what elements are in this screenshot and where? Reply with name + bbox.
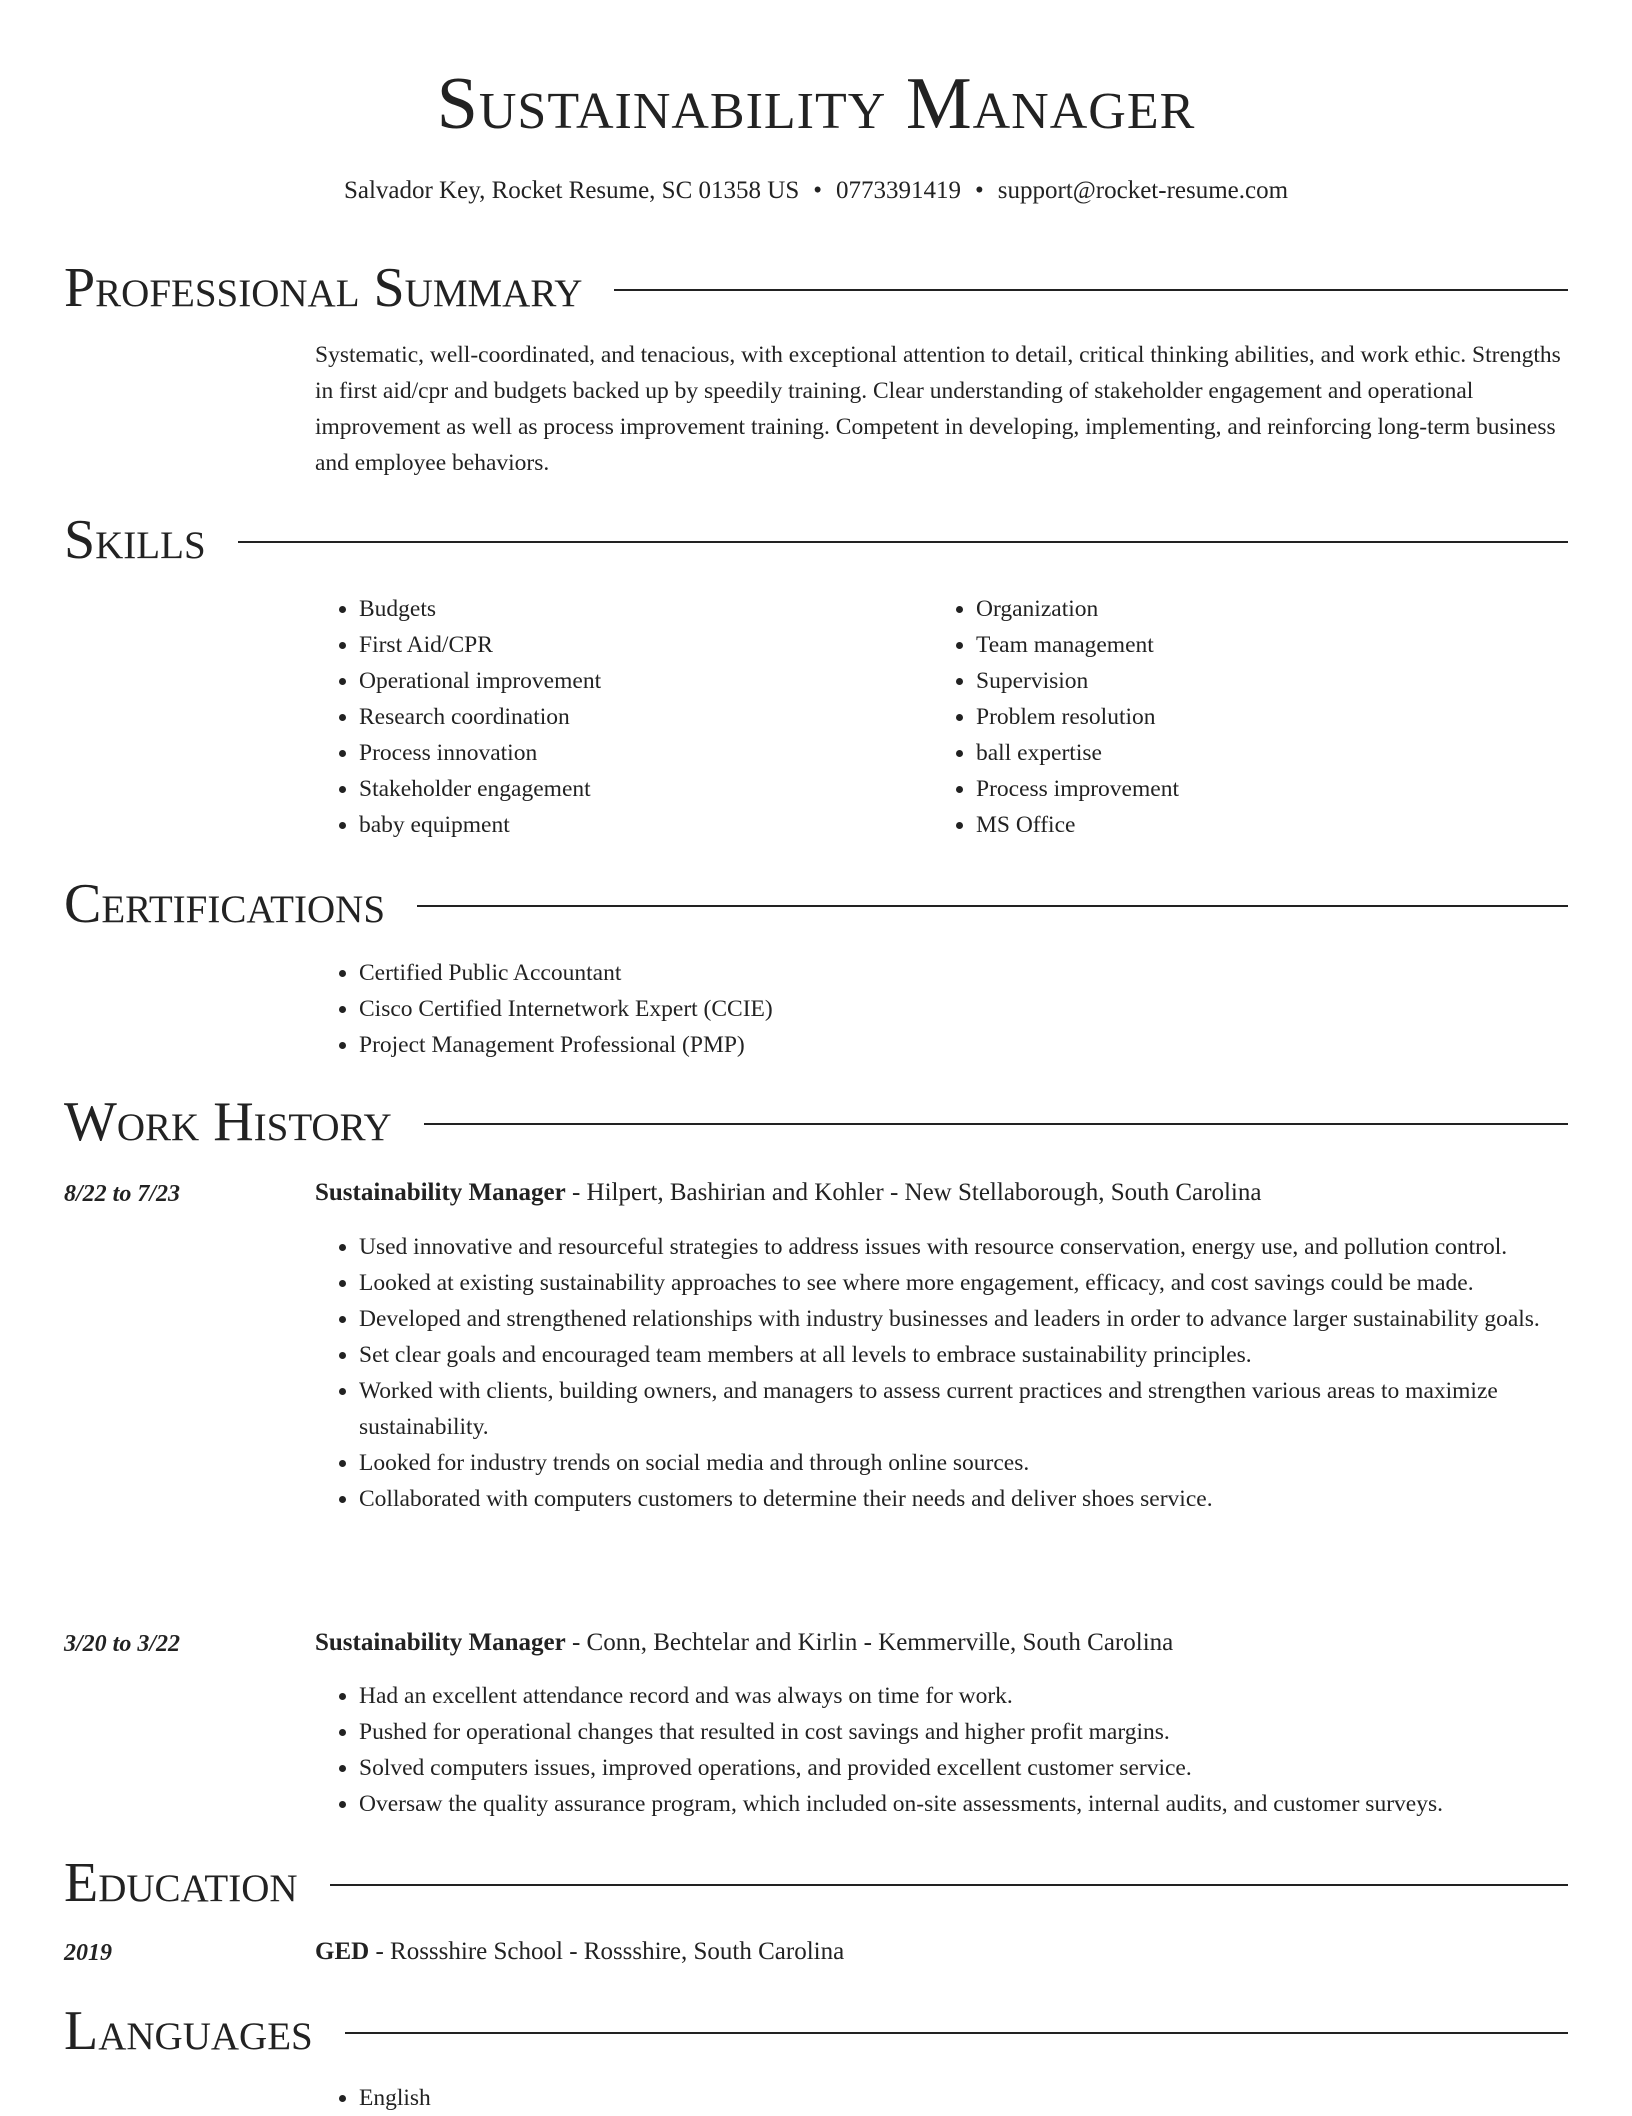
section-heading: Education [64,1852,298,1914]
section-heading: Skills [64,509,206,571]
contact-separator: • [813,177,822,204]
education-entry [315,1934,1568,1970]
job-employer: - Hilpert, Bashirian and Kohler - New Stellaborough, South Carolina [565,1179,1262,1206]
job-bullet: • Pushed for operational changes that resulted in cost savings and higher profit margins. [359,1714,1568,1750]
skill-item: • Budgets [359,591,875,627]
skill-item: • Process improvement [976,771,1492,807]
certifications-list [315,955,1568,1063]
job-bullet: • Worked with clients, building owners, and managers to assess current practices and strengthen various areas to maximize sustainability. [359,1373,1568,1445]
education-year: 2019 [64,1940,112,1966]
job-bullet: • Had an excellent attendance record and was always on time for work. [359,1678,1568,1714]
section-education [64,1851,1568,1915]
job-bullet: • Solved computers issues, improved operations, and provided excellent customer service. [359,1750,1568,1786]
skill-item: • Research coordination [359,699,875,735]
certification-item: • Cisco Certified Internetwork Expert (CCIE) [359,991,1568,1027]
contact-email[interactable]: support@rocket-resume.com [997,177,1289,204]
section-heading: Professional Summary [64,257,583,319]
section-divider [614,289,1568,291]
skill-item: • Problem resolution [976,699,1492,735]
job-header [315,1625,1568,1661]
job-title: Sustainability Manager [315,1179,566,1206]
section-divider [238,541,1568,543]
skill-item: • Organization [976,591,1492,627]
skill-item: • baby equipment [359,807,875,843]
contact-address: Salvador Key, Rocket Resume, SC 01358 US [343,177,800,204]
section-divider [417,905,1568,907]
job-bullet: • Looked at existing sustainability approaches to see where more engagement, efficacy, and cost savings could be made. [359,1265,1568,1301]
skill-item: • First Aid/CPR [359,627,875,663]
section-work-history [64,1090,1568,1154]
languages-list [315,2080,1568,2116]
section-heading: Work History [64,1091,392,1153]
section-skills [64,508,1568,572]
skills-column-right [932,591,1492,843]
skill-item: • ball expertise [976,735,1492,771]
section-heading: Languages [64,2000,313,2062]
contact-line [0,174,1632,208]
job-employer: - Conn, Bechtelar and Kirlin - Kemmerville, South Carolina [565,1629,1174,1656]
resume-title: Sustainability Manager [436,63,1196,145]
job-bullet: • Looked for industry trends on social media and through online sources. [359,1445,1568,1481]
section-heading: Certifications [64,873,386,935]
section-certifications [64,872,1568,936]
section-professional-summary [64,256,1568,320]
education-degree: GED [315,1938,370,1965]
skill-item: • Process innovation [359,735,875,771]
section-divider [424,1123,1568,1125]
section-divider [330,1884,1568,1886]
job-bullet: • Developed and strengthened relationships with industry businesses and leaders in order to advance larger sustainability goals. [359,1301,1568,1337]
job-title: Sustainability Manager [315,1629,566,1656]
job-bullet: • Set clear goals and encouraged team members at all levels to embrace sustainability principles. [359,1337,1568,1373]
education-school: - Rossshire School - Rossshire, South Carolina [369,1938,845,1965]
skill-item: • MS Office [976,807,1492,843]
skills-column-left [315,591,875,843]
certification-item: • Project Management Professional (PMP) [359,1027,1568,1063]
language-item: • English [359,2080,1568,2116]
skill-item: • Supervision [976,663,1492,699]
job-header [315,1175,1568,1211]
job-dates: 8/22 to 7/23 [64,1181,181,1207]
section-languages [64,1999,1568,2063]
job-bullet: • Oversaw the quality assurance program, which included on-site assessments, internal audits, and customer surveys. [359,1786,1568,1822]
certification-item: • Certified Public Accountant [359,955,1568,991]
contact-phone: 0773391419 [836,177,961,204]
contact-separator: • [975,177,984,204]
summary-text: Systematic, well-coordinated, and tenacious, with exceptional attention to detail, critical thinking abilities, and work ethic. Strengths in first aid/cpr and budgets backed up by speedily training. Clear understanding of stakeholder engagement and operational improvement as well as process improvement training. Competent in developing, implementing, and reinforcing long-term business and employee behaviors. [315,342,1561,476]
job-bullets [315,1229,1568,1517]
job-bullets [315,1678,1568,1822]
job-bullet: • Collaborated with computers customers to determine their needs and deliver shoes service. [359,1481,1568,1517]
job-dates: 3/20 to 3/22 [64,1631,181,1657]
skill-item: • Team management [976,627,1492,663]
skill-item: • Operational improvement [359,663,875,699]
skill-item: • Stakeholder engagement [359,771,875,807]
section-divider [345,2032,1568,2034]
job-bullet: • Used innovative and resourceful strategies to address issues with resource conservation, energy use, and pollution control. [359,1229,1568,1265]
